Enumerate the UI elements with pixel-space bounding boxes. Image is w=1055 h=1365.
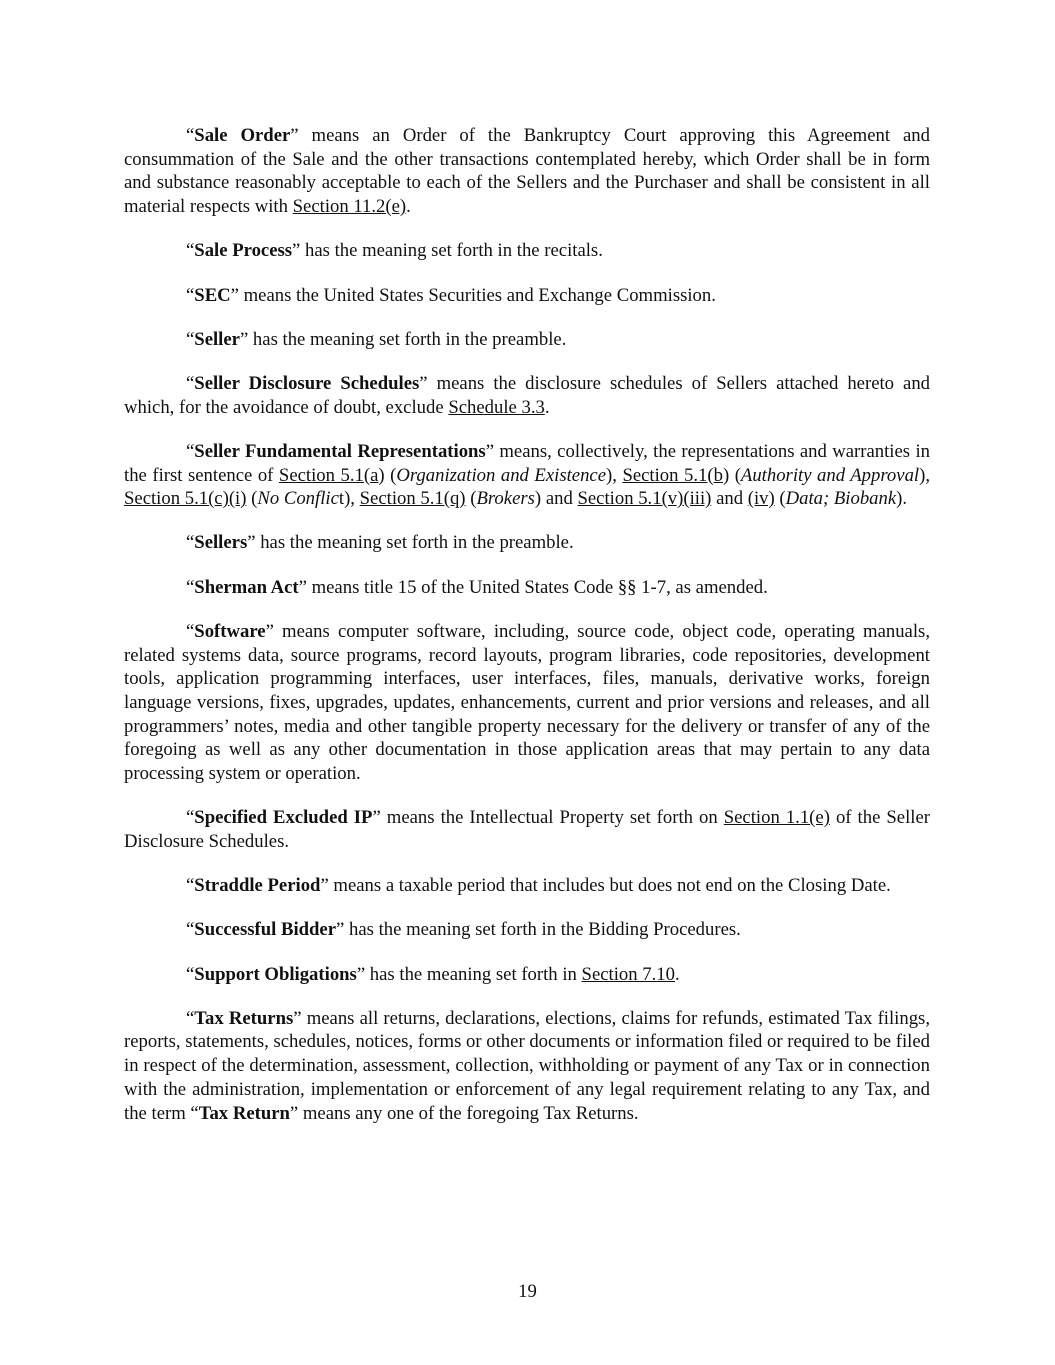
definition-text: “ xyxy=(186,532,195,554)
cross-reference: Section 7.10 xyxy=(581,963,675,985)
definition-text: ( xyxy=(774,488,786,510)
definition-text: ” means a taxable period that includes but does not end on the Closing Date. xyxy=(320,875,891,897)
cross-reference: Section 5.1(v)(iii) xyxy=(577,488,712,510)
definition-text: ) and xyxy=(534,488,578,510)
definition-text: ( xyxy=(246,488,258,510)
definition-text: ” has the meaning set forth in the preamble. xyxy=(239,328,567,350)
italic-text: Authority and Approval xyxy=(740,464,920,486)
definition-successful-bidder xyxy=(124,918,930,942)
definition-text: “ xyxy=(186,875,195,897)
definition-text: “ xyxy=(186,328,195,350)
definition-text: “ xyxy=(186,576,195,598)
definition-sellers xyxy=(124,531,930,555)
defined-term: Sale Order xyxy=(194,125,291,146)
cross-reference: Section 5.1(b) xyxy=(622,464,730,486)
definition-text: ” means the United States Securities and Exchange Commission. xyxy=(230,284,716,306)
italic-text: Data; Biobank xyxy=(785,488,897,510)
definition-specified-excluded-ip xyxy=(124,806,930,853)
italic-text: No Conflic xyxy=(257,488,339,510)
definition-text: “ xyxy=(186,240,195,262)
defined-term: Software xyxy=(194,620,266,642)
definition-text: ), xyxy=(919,464,931,486)
defined-term: Seller Fundamental Representations xyxy=(194,440,486,462)
definition-sherman-act xyxy=(124,576,930,600)
cross-reference: Schedule 3.3 xyxy=(448,396,545,418)
definition-text: “ xyxy=(186,963,195,985)
definition-text: ” means an Order of the Bankruptcy Court approving this Agreement and consummation of the Sale and the other transactions contemplated hereby, which Order shall be in form and substance reasonably acceptable to each of the Sellers and the Purchaser and shall be consistent in all material respects with xyxy=(124,125,930,218)
definition-text: “ xyxy=(186,620,195,642)
definition-text: ” means the Intellectual Property set forth on xyxy=(372,807,724,829)
definition-text: of the Seller Disclosure Schedules. xyxy=(124,807,930,852)
defined-term: Tax Returns xyxy=(194,1007,294,1029)
definition-text: ), xyxy=(606,464,623,486)
definition-text: ” means title 15 of the United States Code §§ 1-7, as amended. xyxy=(298,576,768,598)
defined-term: Straddle Period xyxy=(194,875,321,897)
definition-text: ” has the meaning set forth in the recitals. xyxy=(292,240,603,262)
defined-term: Sellers xyxy=(194,532,248,554)
definition-text: ” means any one of the foregoing Tax Returns. xyxy=(289,1102,639,1124)
definition-text: ( xyxy=(729,464,741,486)
defined-term: Support Obligations xyxy=(194,963,357,985)
defined-term: Sherman Act xyxy=(194,576,299,598)
italic-text: Brokers xyxy=(476,488,535,510)
definition-text: ( xyxy=(465,488,477,510)
definition-text: ” means the disclosure schedules of Sellers attached hereto and which, for the avoidance of doubt, exclude xyxy=(124,372,931,418)
defined-term: Tax Return xyxy=(198,1102,290,1124)
document-page xyxy=(124,124,930,1146)
definition-text: . xyxy=(674,963,680,985)
definition-text: and xyxy=(711,488,748,510)
definition-sale-order xyxy=(124,124,930,219)
defined-term: Specified Excluded IP xyxy=(194,807,373,829)
definition-text: “ xyxy=(186,807,195,829)
definition-support-obligations xyxy=(124,963,930,987)
cross-reference: Section 11.2(e) xyxy=(292,196,407,218)
definition-text: . xyxy=(406,196,411,218)
definition-text: ” means computer software, including, source code, object code, operating manuals, related systems data, source programs, record layouts, program libraries, code repositories, development tools, application programming interfaces, user interfaces, files, manuals, derivative works, foreign language versions, fixes, upgrades, updates, enhancements, current and prior versions and releases, and all programmers’ notes, media and other tangible property necessary for the delivery or transfer of any of the foregoing as well as any other documentation in those application areas that may pertain to any data processing system or operation. xyxy=(124,620,930,785)
defined-term: Seller xyxy=(194,328,240,350)
cross-reference: Section 5.1(q) xyxy=(359,488,466,510)
definition-text: “ xyxy=(186,440,195,462)
definition-straddle-period xyxy=(124,874,930,898)
definition-text: “ xyxy=(186,372,195,394)
definition-text: ” has the meaning set forth in xyxy=(356,963,582,985)
definition-text: t), xyxy=(338,488,360,510)
defined-term: SEC xyxy=(194,284,231,306)
definition-seller-disclosure-schedules xyxy=(124,372,930,419)
definition-software xyxy=(124,620,930,786)
definition-text: “ xyxy=(186,919,195,941)
definition-sale-process xyxy=(124,239,930,263)
defined-term: Successful Bidder xyxy=(194,919,337,941)
definition-tax-returns xyxy=(124,1007,930,1126)
definition-text: ” has the meaning set forth in the Bidding Procedures. xyxy=(336,919,741,941)
definition-text: “ xyxy=(186,125,195,146)
defined-term: Sale Process xyxy=(194,240,293,262)
definition-text: ” means all returns, declarations, elections, claims for refunds, estimated Tax filings, reports, statements, schedules, notices, forms or other documents or information filed or required to be filed in respect of the determination, assessment, collection, withholding or payment of any Tax or in connection with the administration, implementation or enforcement of any legal requirement relating to any Tax, and the term “ xyxy=(124,1007,931,1124)
definition-text: “ xyxy=(186,284,195,306)
definition-text: “ xyxy=(186,1007,195,1029)
definition-text: ). xyxy=(896,488,908,510)
definition-seller xyxy=(124,328,930,352)
definitions-list xyxy=(124,124,930,1125)
definition-seller-fundamental-representations xyxy=(124,440,930,511)
definition-text: ” has the meaning set forth in the preamble. xyxy=(247,532,574,554)
cross-reference: Section 5.1(a) xyxy=(278,464,385,486)
page-number: 19 xyxy=(518,1281,537,1302)
italic-text: Organization and Existence xyxy=(396,464,607,486)
cross-reference: Section 5.1(c)(i) xyxy=(124,488,247,510)
cross-reference: (iv) xyxy=(747,488,775,510)
defined-term: Seller Disclosure Schedules xyxy=(194,372,420,394)
definition-text: ( xyxy=(384,464,397,486)
cross-reference: Section 1.1(e) xyxy=(723,807,830,829)
definition-sec xyxy=(124,284,930,308)
definition-text: . xyxy=(544,396,550,418)
definition-text: ” means, collectively, the representations and warranties in the first sentence of xyxy=(124,440,930,486)
